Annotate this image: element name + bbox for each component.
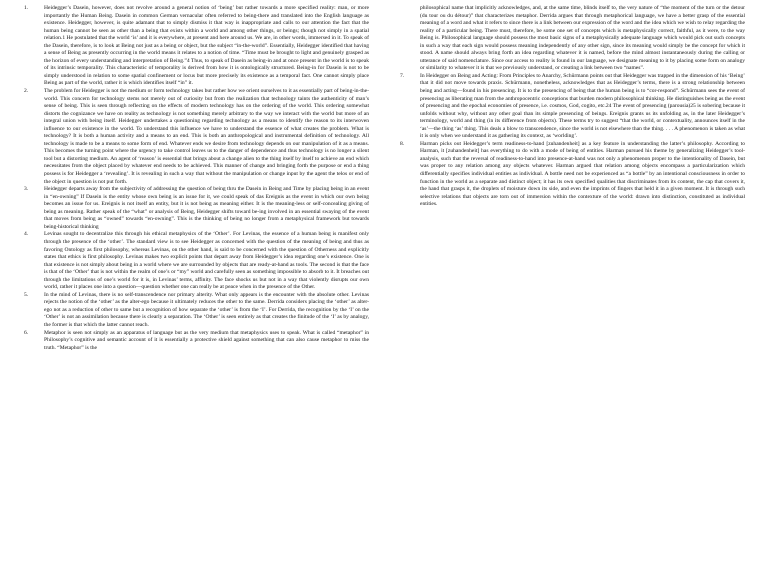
left-column bbox=[24, 5, 369, 352]
note-number: 6. bbox=[24, 329, 29, 336]
note-text: In the mind of Levinas, there is no self-transcendence nor primary alterity. What only appears is the encounter with the absolute other. Levinas rejects the notion of the ‘other’ as the alter-ego because it ultimately reduces the other to the same. Derrida considers placing the ‘other’ as alter-ego not as a reduction of other to same but a recognition of how separate the ‘other’ is from the ‘I’. For Derrida, the recognition by the ‘I’ on the ‘Other’ is not an assimilation because there is clearly a separation. The ‘Other’ is seen entirely as that creates the finitude of the ‘I’ as by analogy, the former is that which the latter cannot reach. bbox=[44, 291, 369, 328]
note-1 bbox=[24, 5, 369, 88]
note-number: 2. bbox=[24, 88, 29, 95]
note-6-continued bbox=[400, 5, 745, 73]
note-number: 8. bbox=[400, 140, 405, 147]
note-2 bbox=[24, 88, 369, 186]
note-6 bbox=[24, 330, 369, 353]
note-number: 4. bbox=[24, 231, 29, 238]
note-number: 5. bbox=[24, 291, 29, 298]
note-text: The problem for Heidegger is not the medium or form technology takes but rather how we orient ourselves to it as essentially part of being-in-the-world. This concern for technology stems not merely out of curiosity but from the realization that technology taints the authenticity of man’s sense of being. This is seen through reflecting on the effects of modern technology has on the ordering of the world. This ordering somewhat distorts the cognizance we have on reality as technology is not something merely arbitrary to the way we interact with the world but more of an integral union with being itself. Heidegger undertakes a questioning regarding technology as a means to identify the reason to its interwoven influence to our existence in the world. To understand this influence we have to understand the essence of what creates the problem. What is technology? It is both a human activity and a means to an end. This is both an anthropological and instrumental definition of technology. All technology is made to be a means to some form of end. Whatever ends we desire from technology depends on our manipulation of it as a means. This becomes the turning point where the urgency to take control leaves us to the danger of dependence and thus technology is no longer a silent tool but a distorting medium. An agent of ‘reason’ is essential that brings about a change alien to the thing itself by itself to achieve an end which necessitates from the object placed by whatever end needs to be achieved. This manner of change and bringing forth the purpose or end a thing possess is for Heidegger a ‘revealing’. It is revealing in such a way that without the manipulation or change input by the agent the telos or end of the object in question is not put forth. bbox=[44, 88, 369, 185]
note-text: In Heidegger on Being and Acting: From Principles to Anarchy, Schürmann points out that Heidegger was trapped in the dimension of his ‘Being’ that it did not move towards praxis. Schürmann, nonetheless, acknowledges that as Heidegger’s terms, there is a strong relationship between being and acting—found in his presencing. It is to the presencing of being that the human being is to “cor-respond”. Schürmann sees the event of presencing as liberating man from the anthropocentric conceptions that burden modern philosophical thinking. He distinguishes being as the event of presencing and the epochal economies of presence, i.e. cosmos, God, cogito, etc.24 The event of presencing (parousia)25 is sobering because it unfolds without why, without any other goal than its simple presencing of beings. Ereignis grants us its unfolding as, in the later Heidegger’s terminology, world and thing (in its difference from objects). These terms try to suggest “that the world, or contextuality, announces itself in the ‘as’—the thing ‘as’ thing. This deals a blow to transcendence, since the world is not elsewhere than the thing. . . . A phenomenon is taken as what it is only when we understand it as gathering its context, as ‘worlding’. bbox=[420, 72, 745, 140]
note-text: Metaphor is seen not simply as an apparatus of language but as the very medium that metaphysics uses to speak. What is called “metaphor” in Philosophy’s cognitive and semantic account of it is essentially a protective shield against something that can also cause metaphor to miss the truth. “Metaphor” is the bbox=[44, 329, 369, 351]
note-7 bbox=[400, 73, 745, 141]
right-column bbox=[400, 5, 745, 209]
note-4 bbox=[24, 231, 369, 291]
note-text: Heidegger departs away from the subjectivity of addressing the question of being thru the Dasein in Being and Time by placing being in an event in “en-owning” If Dasein is the entity whose own being is an issue for it, we could speak of das Ereignis as the event in which our own being becomes an issue for us. Ereignis is not itself an entity, but it is not being as meaning either. It is the meaning-less or self-concealing giving of being as meaning. Rather speak of the “what” or analysis of Being, Heidegger shifts toward be-ing involved in an essential swaying of the event that moves from being as “owned” towards “en-owning”. This is the thinking of being no longer from a metaphysical framework but towards being-historical thinking bbox=[44, 186, 369, 230]
note-text: Heidegger’s Dasein, however, does not revolve around a general notion of ‘being’ but rather towards a more specified reality: man, or more importantly the Human Being. Dasein in common German vernacular often referred to being-there and translated into the English language as existence. Heidegger, however, is quite adamant that to simply dismiss it that way is inappropriate and calls to our attention the fact that the human being cannot be seen as other than a being that exists within a world and among other things, or beings; though not simply in a spatial relation.1 He postulated that the world ‘is’ and it is everywhere, at present and here around us. We are, in other words, immersed in it. To speak of the Dasein, therefore, is to look at Being not just as a being or object, but the subject “in-the-world”. Essentially, Heidegger identified that having a sense of Being as presently occurring in the world means it relates to a notion of time. “Time must be brought to light and genuinely grasped as the horizon of every understanding and interpretation of Being.”4 Thus, to speak of Dasein as being-in and at once present in the world is to speak of its intrinsic temporality. This characteristic of temporality is derived from how it is ontologically structured. Being-in for Dasein is not to be simply understood in relation to some spatial confinement or locus but more precisely its existence as a temporal fact. One cannot simply place Being as part of the world, rather it is which identifies itself “in” it. bbox=[44, 5, 369, 87]
note-text: Harman picks out Heidegger’s term readiness-to-hand [zuhandenheit] as a key feature in understanding the latter’s philosophy. According to Harman, it [zuhandenheit] has everything to do with a mode of being of entities. Harman pursued his theme by generalizing Heidegger’s tool-analysis, such that the reversal of readiness-to-hand into presence-at-hand was not only a phenomenon proper to the intentionality of Dasein, but was proper to any relation among any objects whatever. Harman argued that relation among objects encompass a particularization which differentially specifies individual entities as individual. A bottle need not be experienced as “a bottle” by an intentional consciousness in order to function in the world as a separate and distinct object; it has its own specified qualities that discriminates from its content, the cap that covers it, the hand that grasps it, the droplets of moisture down its side, and even the imprints of fingers that held it in a given moment. It is through such selective relations that objects are torn out of immersion within the contexture of the world: drawn into distinction, constituted as individual entities. bbox=[420, 140, 745, 208]
note-text: Levinas sought to decentralize this through his ethical metaphysics of the ‘Other’. For Levinas, the essence of a human being is manifest only through the presence of the ‘other’. The standard view is to see Heidegger as concerned with the question of the meaning of being and thus as favoring Ontology as first philosophy, whereas Levinas, on the other hand, is said to be concerned with the question of Otherness and explicitly states that ethics is first philosophy. Levinas makes two explicit points that depart away from Heidegger’s idea regarding one’s existence. One is that existence is not simply about being in a world where we are surrounded by objects that are ready-at-hand as tools. The second is that the face is that of the ‘Other’ that is not within the realm of one’s or “my” world and carefully seen as something impossible to absorb to it. It breaches out through the limitations of one’s world for it is, in Levinas’ terms, affinity. The face shocks us but not in a way that violently disrupts our own world, rather it places one into a question—question whether one can really be at peace when in the presence of the Other. bbox=[44, 231, 369, 291]
note-number: 1. bbox=[24, 5, 29, 11]
note-5 bbox=[24, 292, 369, 330]
note-3 bbox=[24, 186, 369, 231]
note-number: 7. bbox=[400, 72, 405, 79]
note-8 bbox=[400, 141, 745, 209]
note-number: 3. bbox=[24, 186, 29, 193]
note-text: philosophical name that implicitly acknowledges, and, at the same time, blinds itself to, the very nature of “the moment of the turn or the detour (du tour ou du détour)” that characterizes metaphor. Derrida argues that through metaphorical language, we have a better grasp of the essential meaning of a word and what it refers to since there is a link between our expression of the word and the idea which we wish to relay regarding the reality of a particular being. There must, therefore, be some one set of concepts which is metaphysically correct, faithful, as it were, to the way Being is. Philosophical language should possess the most basic signs of a metaphysically adequate language which would pick out such concepts in such a way that each sign would possess meaning independently of any other sign, since its meaning would simply be the concept for which it stood. A name should always bring forth an idea regarding whatever it is named, before the mind almost instantaneously during the calling or utterance of said nomenclature. Since our access to reality is found in our language, we designate meaning to it by placing some form on analogy or similarity to whatever it is that we previously understand, or creating a link between two “names”. bbox=[420, 5, 745, 72]
